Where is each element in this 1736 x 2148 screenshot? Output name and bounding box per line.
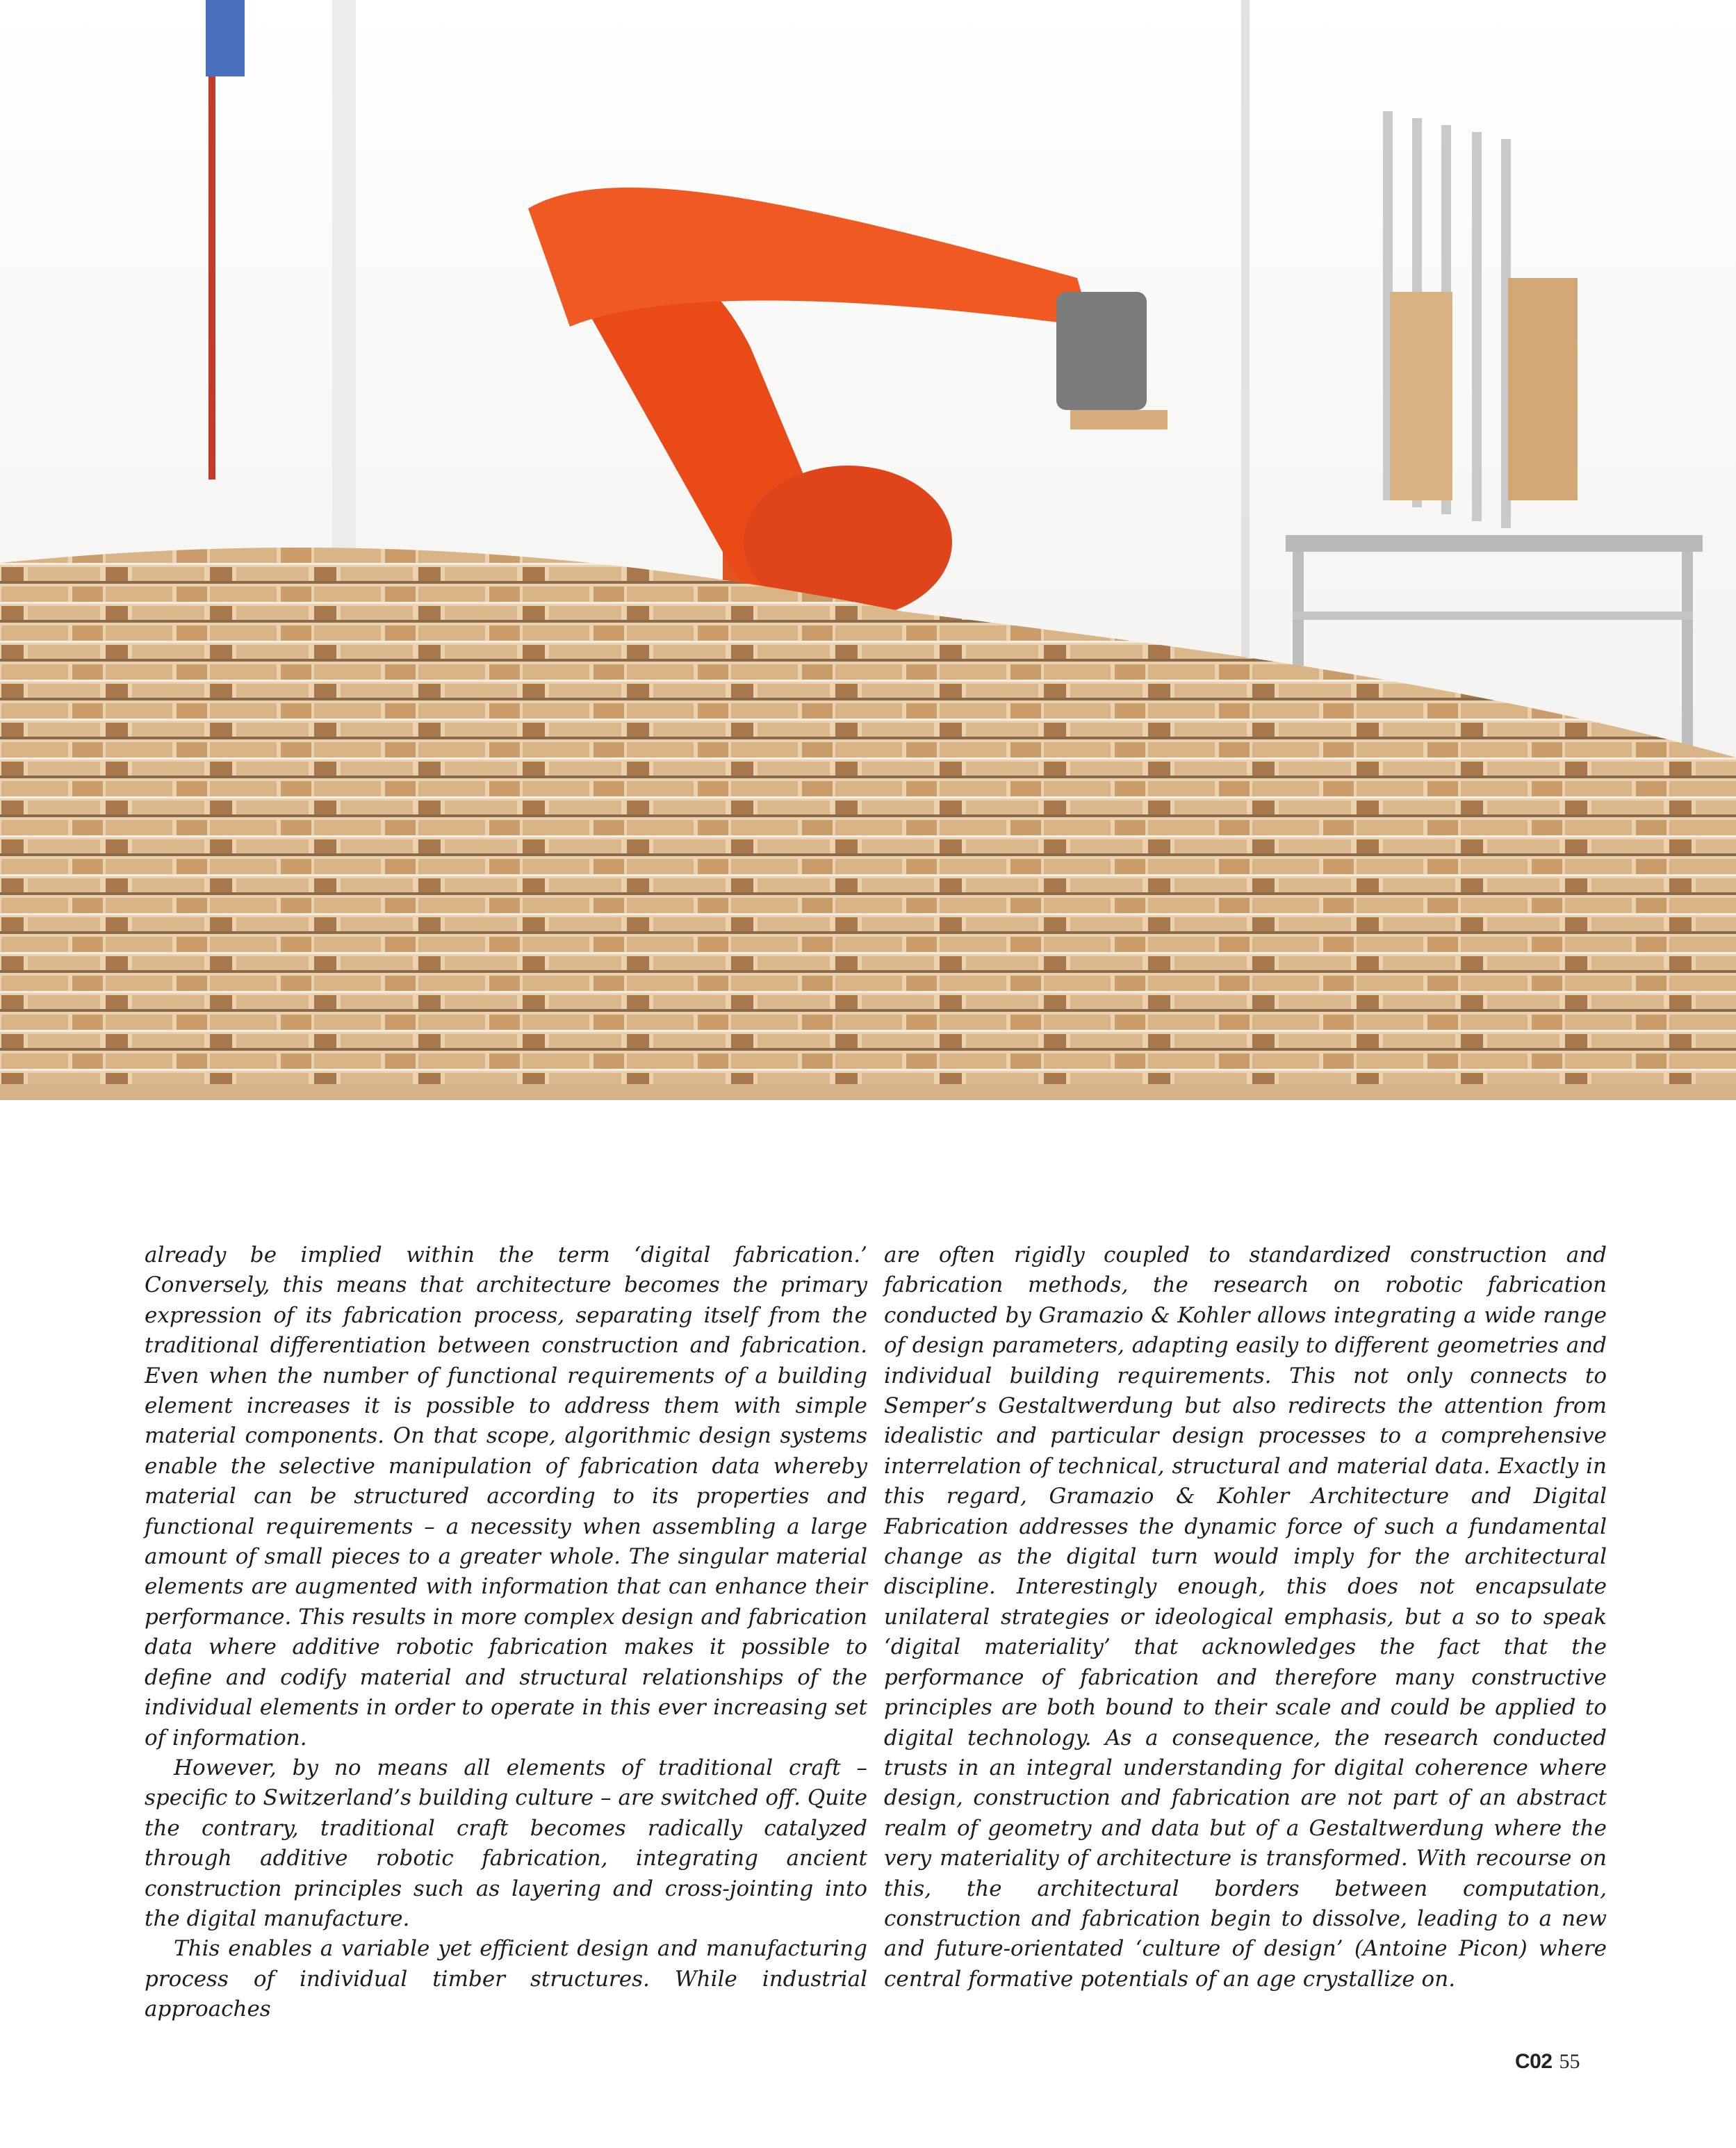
rack-table-top bbox=[1286, 535, 1703, 552]
article-paragraph: This enables a variable yet efficient design and manufacturing process of individual timber structures. While industrial approaches bbox=[145, 1936, 867, 2022]
article-paragraph: are often rigidly coupled to standardized construction and fabrication methods, the research on robotic fabrication conducted by Gramazio & Kohler allows integrating a wide range of design parameters, adapting easily to different geometries and individual building requirements. This not only connects to Semper’s Gestaltwerdung but also redirects the attention from idealistic and particular design processes to a comprehensive interrelation of technical, structural and material data. Exactly in this regard, Gramazio & Kohler Architecture and Digital Fabrication addresses the dynamic force of such a fundamental change as the digital turn would imply for the architectural discipline. Interestingly enough, this does not encapsulate unilateral strategies or ideological emphasis, but a so to speak ‘digital materiality’ that acknowledges the fact that the performance of fabrication and therefore many constructive principles are both bound to their scale and could be applied to digital technology. As a consequence, the research conducted trusts in an integral understanding for digital coherence where design, construction and fabrication are not part of an abstract realm of geometry and data but of a Gestaltwerdung where the very materiality of architecture is transformed. With recourse on this, the architectural borders between computation, construction and fabrication begin to dissolve, leading to a new and future-orientated ‘culture of design’ (Antoine Picon) where central formative potentials of an age crystallize on. bbox=[884, 1243, 1607, 1992]
page-number: 55 bbox=[1559, 2050, 1580, 2073]
wall-pipe bbox=[332, 0, 356, 570]
photo-bottom-edge bbox=[0, 1084, 1736, 1100]
article-column-left bbox=[145, 1240, 867, 2025]
rack-crossbar bbox=[1293, 612, 1693, 620]
wall-pipe-blue bbox=[206, 0, 245, 76]
robot-gripper bbox=[1056, 292, 1147, 410]
article-column-right bbox=[884, 1240, 1607, 1994]
article-paragraph: already be implied within the term ‘digital fabrication.’ Conversely, this means that architecture becomes the primary expression of its fabrication process, separating itself from the traditional differentiation between construction and fabrication. Even when the number of functional requirements of a building element increases it is possible to address them with simple material components. On that scope, algorithmic design systems enable the selective manipulation of fabrication data whereby material can be structured according to its properties and functional requirements – a necessity when assembling a large amount of small pieces to a greater whole. The singular material elements are augmented with information that can enhance their performance. This results in more complex design and fabrication data where additive robotic fabrication makes it possible to define and codify material and structural relationships of the individual elements in order to operate in this ever increasing set of information. bbox=[145, 1243, 867, 1751]
issue-label: C02 bbox=[1515, 2050, 1553, 2073]
rack-timber-stack bbox=[1508, 278, 1578, 500]
page-folio bbox=[1515, 2050, 1580, 2074]
rack-post bbox=[1472, 132, 1482, 521]
rack-timber-stack bbox=[1390, 292, 1452, 500]
article-paragraph: However, by no means all elements of traditional craft – specific to Switzerland’s building culture – are switched off. Quite the contrary, traditional craft becomes radically catalyzed through additive robotic fabrication, integrating ancient construction principles such as layering and cross-jointing into the digital manufacture. bbox=[145, 1755, 867, 1931]
robot-gripped-slat bbox=[1070, 410, 1168, 429]
rack-table-leg bbox=[1682, 552, 1693, 760]
wall-cable-red bbox=[208, 76, 215, 479]
wall-conduit bbox=[1241, 0, 1250, 681]
